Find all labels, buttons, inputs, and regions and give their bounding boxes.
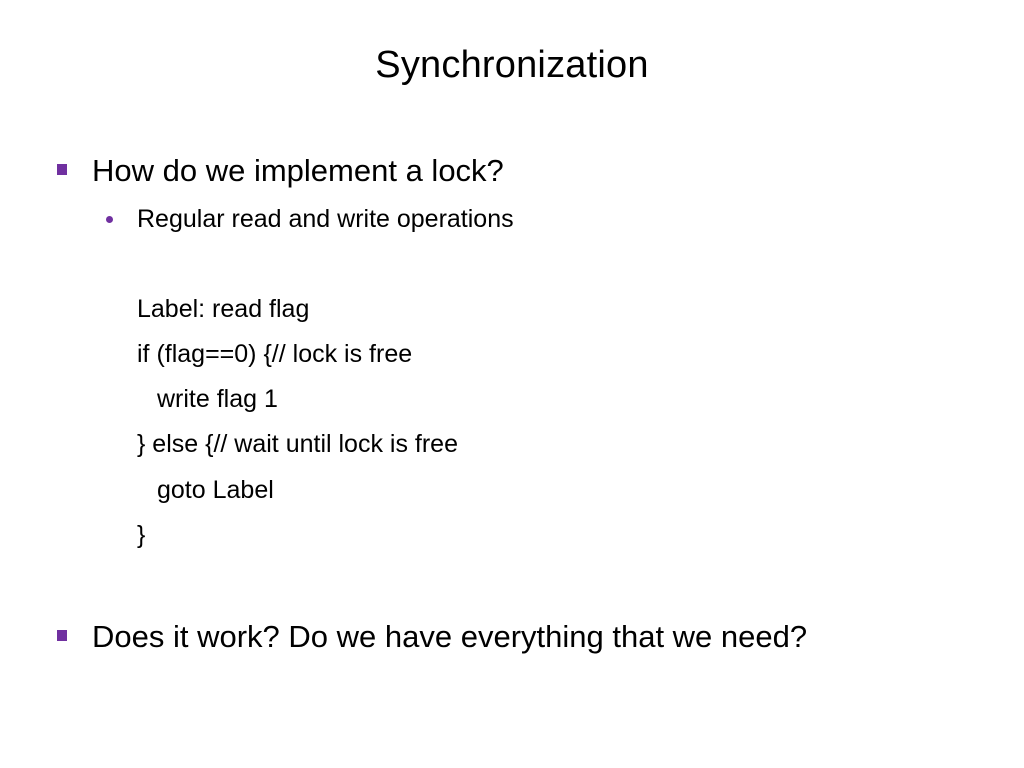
code-line: }	[137, 521, 146, 549]
code-line: } else {// wait until lock is free	[137, 430, 458, 458]
square-bullet-icon	[57, 630, 67, 641]
bullet-text: How do we implement a lock?	[92, 153, 504, 188]
code-line: write flag 1	[157, 385, 278, 413]
code-line: if (flag==0) {// lock is free	[137, 340, 413, 368]
code-line: Label: read flag	[137, 295, 310, 323]
code-line: goto Label	[157, 476, 274, 504]
bullet-text: Does it work? Do we have everything that we need?	[92, 619, 808, 654]
sub-bullet-text: Regular read and write operations	[137, 205, 514, 233]
round-bullet-icon	[106, 216, 113, 223]
square-bullet-icon	[57, 164, 67, 175]
slide-title: Synchronization	[375, 44, 649, 86]
